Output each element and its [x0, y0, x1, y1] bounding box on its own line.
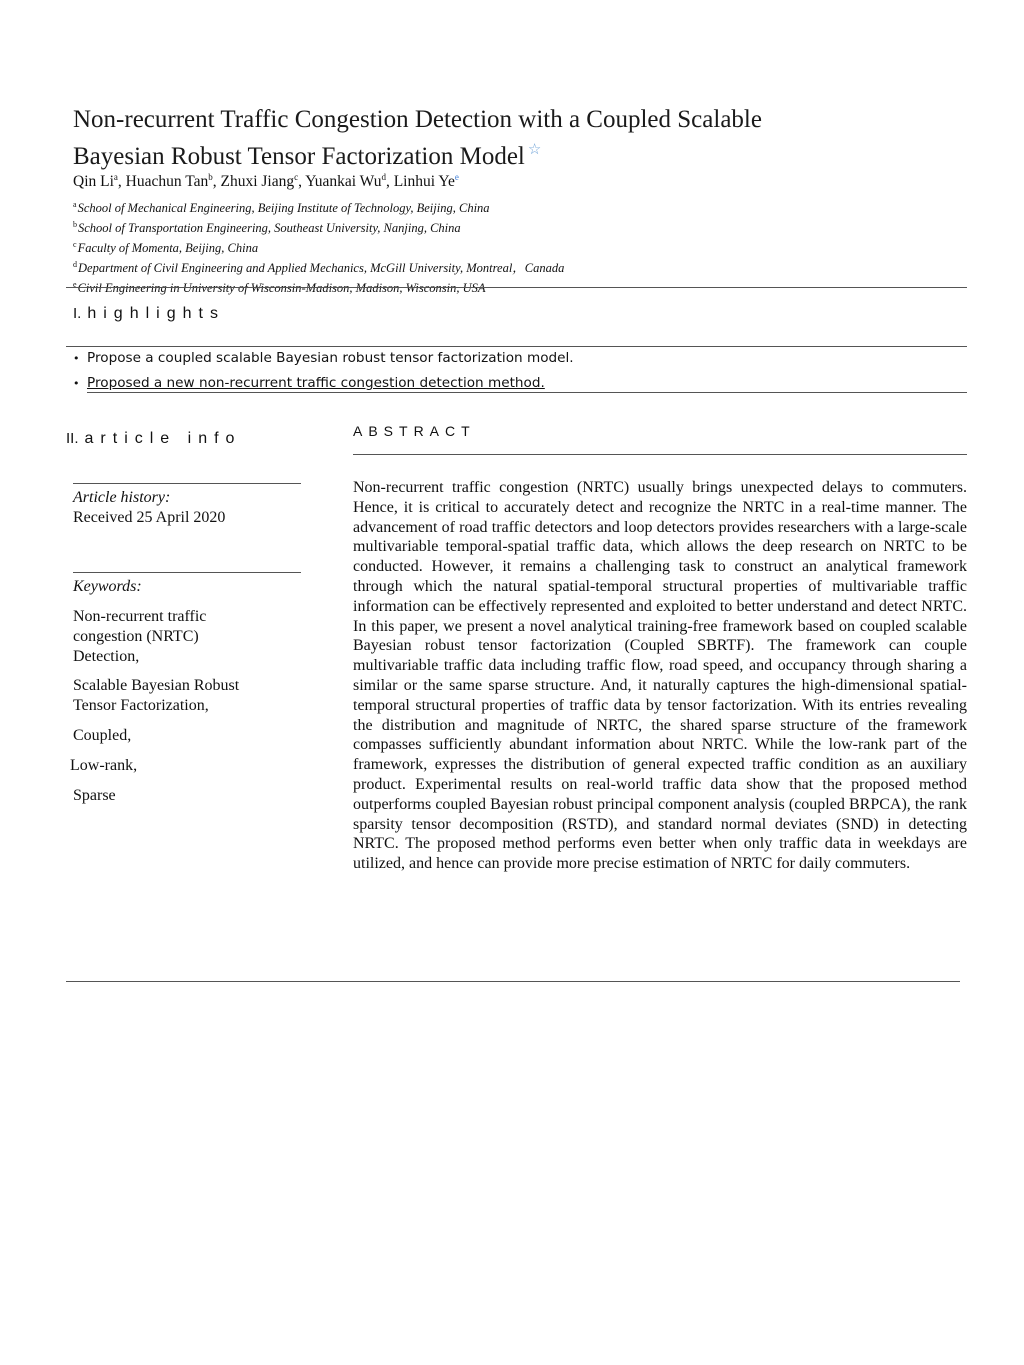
- affiliation-text: School of Transportation Engineering, Southeast University, Nanjing, China: [78, 221, 461, 236]
- article-info-title: article info: [84, 430, 242, 447]
- title-line-2-text: Bayesian Robust Tensor Factorization Model: [73, 143, 525, 170]
- affiliation-text: School of Mechanical Engineering, Beijing Institute of Technology, Beijing, China: [77, 201, 490, 216]
- highlights-num: I.: [73, 305, 82, 322]
- affiliation-text: Department of Civil Engineering and Applied Mechanics, McGill University, Montreal，Canada: [78, 261, 565, 276]
- highlight-item: [73, 375, 545, 391]
- highlight-text: Propose a coupled scalable Bayesian robust tensor factorization model.: [87, 350, 574, 366]
- keyword-item: Scalable Bayesian Robust Tensor Factorization,: [73, 677, 240, 714]
- author-sup: c: [294, 172, 299, 182]
- highlights-divider-top: [66, 346, 967, 347]
- author-sup: a: [113, 172, 118, 182]
- author-sep: ,: [212, 173, 221, 191]
- affiliation-item: [73, 217, 564, 237]
- affiliation-sup: a: [73, 200, 77, 209]
- highlights-divider-bottom: [87, 392, 967, 393]
- abstract-divider: [353, 454, 967, 455]
- keyword-item: Sparse: [73, 787, 116, 804]
- author-name: Qin Li: [73, 173, 114, 191]
- received-date: Received 25 April 2020: [73, 509, 226, 526]
- author-sup: b: [208, 172, 213, 182]
- keywords-divider: [73, 572, 301, 573]
- star-icon: ☆: [527, 142, 542, 158]
- keyword-item: Low-rank,: [70, 757, 138, 774]
- abstract-body: Non-recurrent traffic congestion (NRTC) usually brings unexpected delays to commuters. Hence, it is critical to accurately detect and recognize the NRTC in a real-time manner. The advancement of road traffic detectors and loop detectors provides researchers with a large-scale multivariable temporal-spatial traffic data, which allows the deep research on NRTC to be conducted. However, it remains a challenging task to construct an analytical framework through which the natural spatial-temporal structural properties of multivariable traffic information can be effectively represented and exploited to better understand and detect NRTC. In this paper, we present a novel analytical training-free framework based on coupled scalable Bayesian robust tensor factorization (Coupled SBRTF). The framework can couple multivariable traffic data including traffic flow, road speed, and occupancy through sharing a similar or the same sparse structure. And, it naturally captures the high-dimensional spatial-temporal structural properties of traffic data by tensor factorization. With its entries revealing the distribution and magnitude of NRTC, the shared sparse structure of the framework compasses sufficiently abundant information about NRTC. While the low-rank part of the framework, expresses the distribution of general expected traffic condition as an auxiliary product. Experimental results on real-world traffic data show that the proposed method outperforms coupled Bayesian robust principal component analysis (coupled BRPCA), the rank sparsity tensor decomposition (RSTD), and standard normal deviates (SND) in detecting NRTC. The proposed method performs even better when only traffic data in weekdays are utilized, and hence can provide more precise estimation of NRTC for daily commuters.: [353, 479, 967, 873]
- affiliation-list: [73, 197, 564, 297]
- title-line-1: Non-recurrent Traffic Congestion Detection with a Coupled Scalable: [73, 106, 762, 133]
- title-line-2: [73, 135, 893, 172]
- highlights-title: highlights: [87, 305, 225, 322]
- history-label: Article history:: [73, 489, 171, 506]
- affiliation-sup: b: [73, 219, 77, 229]
- affiliation-item: [73, 197, 564, 217]
- author-name: Yuankai Wu: [305, 173, 382, 191]
- history-divider: [73, 483, 301, 484]
- affiliation-text: Civil Engineering in University of Wisconsin-Madison, Madison, Wisconsin, USA: [77, 280, 486, 295]
- affiliation-text: Faculty of Momenta, Beijing, China: [77, 241, 259, 256]
- article-info-heading: [66, 430, 241, 448]
- author-sep: ,: [385, 173, 394, 191]
- keyword-item: Coupled,: [73, 727, 132, 744]
- footer-divider: [66, 981, 960, 982]
- abstract-heading: ABSTRACT: [353, 423, 476, 439]
- author-name: Huachun Tan: [125, 173, 209, 191]
- affiliation-sup: e: [73, 279, 77, 289]
- affiliation-sup: c: [73, 239, 77, 249]
- keyword-item: Non-recurrent traffic congestion (NRTC) Detection,: [73, 608, 207, 665]
- author-sep: ,: [298, 173, 306, 191]
- author-sup: e: [454, 172, 459, 182]
- highlight-text: Proposed a new non-recurrent traffic congestion detection method.: [87, 375, 545, 391]
- bullet-icon: •: [73, 352, 80, 365]
- article-info-num: II.: [66, 430, 79, 447]
- author-name: Zhuxi Jiang: [220, 173, 295, 191]
- bullet-icon: •: [73, 377, 80, 390]
- affiliation-sup: d: [73, 259, 77, 269]
- keywords-label: Keywords:: [73, 578, 142, 595]
- paper-title: [73, 104, 893, 172]
- header-divider: [66, 287, 967, 288]
- author-name: Linhui Ye: [393, 173, 455, 191]
- author-sup: d: [381, 172, 386, 182]
- highlights-heading: [73, 305, 225, 323]
- author-sep: ,: [117, 173, 126, 191]
- affiliation-item: [73, 237, 564, 257]
- author-list: [73, 172, 459, 191]
- highlight-item: [73, 350, 574, 366]
- affiliation-item: [73, 257, 564, 277]
